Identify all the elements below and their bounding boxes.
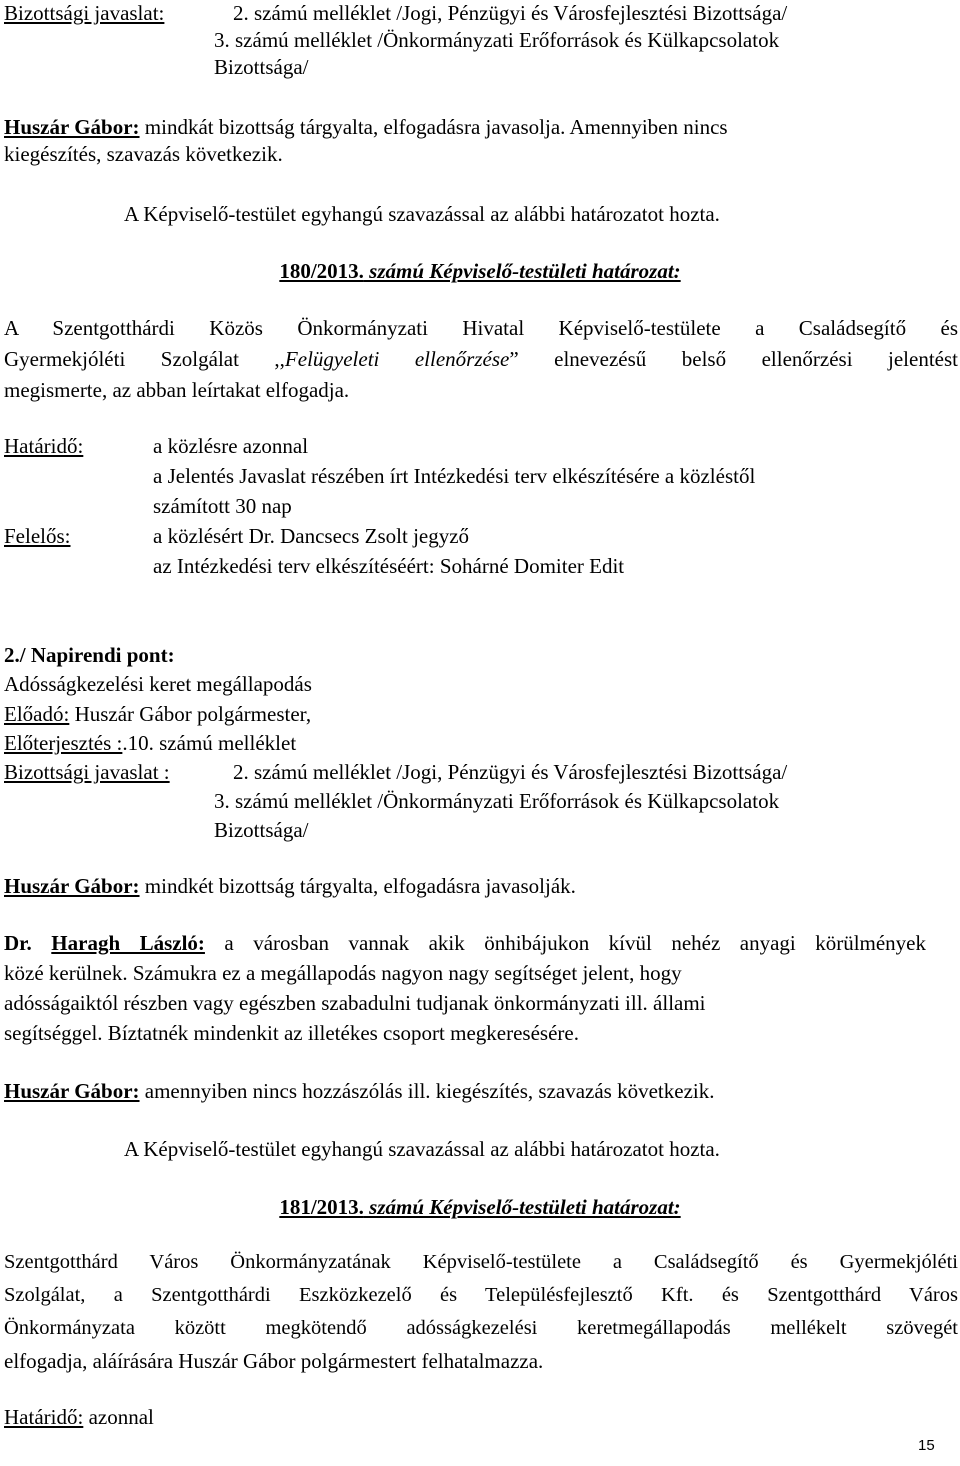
huszar-statement-1: Huszár Gábor: mindkát bizottság tárgyalta, elfogadásra javasolja. Amennyiben nincs: [4, 115, 728, 139]
resolution-2-line-1: Szentgotthárd Város Önkormányzatának Képviselő-testülete a Családsegítő és Gyermekjóléti: [4, 1251, 958, 1273]
agenda-title-2: Adósságkezelési keret megállapodás: [4, 672, 312, 696]
agenda-presenter: Előadó: Huszár Gábor polgármester,: [4, 702, 312, 726]
responsible-1-line-1: a közlésért Dr. Dancsecs Zsolt jegyző: [153, 524, 470, 548]
resolution-1-line-1: A Szentgotthárdi Közös Önkormányzati Hivatal Képviselő-testülete a Családsegítő és: [4, 316, 958, 340]
deadline-1-line-2: a Jelentés Javaslat részében írt Intézkedési terv elkészítésére a közléstől: [153, 464, 756, 488]
committee-label-2: Bizottsági javaslat :: [4, 760, 170, 784]
committee-line-2: 3. számú melléklet /Önkormányzati Erőforrások és Külkapcsolatok: [214, 28, 780, 52]
vote-statement-1: A Képviselő-testület egyhangú szavazással az alábbi határozatot hozta.: [124, 202, 720, 226]
resolution-2-line-4: elfogadja, aláírására Huszár Gábor polgármestert felhatalmazza.: [4, 1349, 544, 1373]
haragh-statement-line-2: közé kerülnek. Számukra ez a megállapodás nagyon nagy segítséget jelent, hogy: [4, 961, 682, 985]
resolution-1-line-3: megismerte, az abban leírtakat elfogadja.: [4, 378, 350, 402]
deadline-1-line-3: számított 30 nap: [153, 494, 292, 518]
haragh-statement-line-4: segítséggel. Bíztatnék mindenkit az illetékes csoport megkeresésére.: [4, 1021, 579, 1045]
huszar-statement-1-cont: kiegészítés, szavazás következik.: [4, 142, 283, 166]
deadline-1-line-1: a közlésre azonnal: [153, 434, 309, 458]
resolution-2-line-2: Szolgálat, a Szentgotthárdi Eszközkezelő és Településfejlesztő Kft. és Szentgotthárd Város: [4, 1284, 958, 1306]
agenda-submission: Előterjesztés :.10. számú melléklet: [4, 731, 297, 755]
haragh-statement-line-1: Dr. Haragh László: a városban vannak akik önhibájukon kívül nehéz anyagi körülmények: [4, 931, 927, 955]
resolution-title-2: 181/2013. számú Képviselő-testületi határozat:: [279, 1195, 681, 1219]
resolution-1-line-2: Gyermekjóléti Szolgálat ,,Felügyeleti ellenőrzése” elnevezésű belső ellenőrzési jelentést: [4, 347, 958, 371]
huszar-statement-2: Huszár Gábor: mindkét bizottság tárgyalta, elfogadásra javasolják.: [4, 874, 576, 898]
committee-2-line-2: 3. számú melléklet /Önkormányzati Erőforrások és Külkapcsolatok: [214, 789, 780, 813]
committee-label-1: Bizottsági javaslat:: [4, 1, 165, 25]
resolution-title-1: 180/2013. számú Képviselő-testületi határozat:: [279, 259, 681, 283]
resolution-2-line-3: Önkormányzata között megkötendő adósságkezelési keretmegállapodás mellékelt szövegét: [4, 1317, 958, 1339]
vote-statement-2: A Képviselő-testület egyhangú szavazással az alábbi határozatot hozta.: [124, 1137, 720, 1161]
deadline-2: Határidő: azonnal: [4, 1405, 154, 1429]
page-number: 15: [918, 1437, 935, 1454]
committee-2-line-3: Bizottsága/: [214, 818, 309, 842]
haragh-statement-line-3: adósságaiktól részben vagy egészben szabadulni tudjanak önkormányzati ill. állami: [4, 991, 706, 1015]
committee-line-1: 2. számú melléklet /Jogi, Pénzügyi és Városfejlesztési Bizottsága/: [233, 1, 788, 25]
responsible-label-1: Felelős:: [4, 524, 71, 548]
huszar-statement-3: Huszár Gábor: amennyiben nincs hozzászólás ill. kiegészítés, szavazás következik.: [4, 1079, 715, 1103]
agenda-heading-2: 2./ Napirendi pont:: [4, 643, 175, 667]
deadline-label-1: Határidő:: [4, 434, 84, 458]
committee-line-3: Bizottsága/: [214, 55, 309, 79]
responsible-1-line-2: az Intézkedési terv elkészítéséért: Sohárné Domiter Edit: [153, 554, 625, 578]
committee-2-line-1: 2. számú melléklet /Jogi, Pénzügyi és Városfejlesztési Bizottsága/: [233, 760, 788, 784]
